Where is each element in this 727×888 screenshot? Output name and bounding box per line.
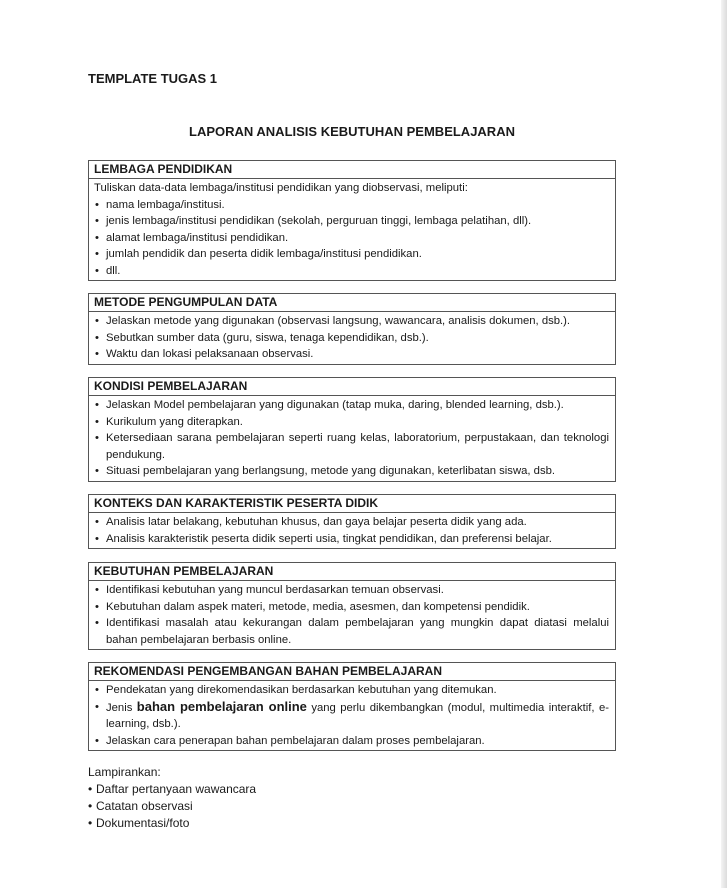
list-item: • Pendekatan yang direkomendasikan berdasarkan kebutuhan yang ditemukan. [94, 682, 609, 699]
list-item: • Identifikasi masalah atau kekurangan dalam pembelajaran yang mungkin dapat diatasi melalui bahan pembelajaran berbasis online. [94, 615, 609, 648]
list-item: • Jelaskan metode yang digunakan (observasi langsung, wawancara, analisis dokumen, dsb.). [94, 313, 609, 330]
emphasis-text: bahan pembelajaran online [136, 698, 307, 714]
section-body [89, 513, 615, 548]
bullet-list [94, 197, 609, 280]
section-body [89, 179, 615, 280]
list-item: • Situasi pembelajaran yang berlangsung, metode yang digunakan, keterlibatan siswa, dsb. [94, 463, 609, 480]
section-title: KONDISI PEMBELAJARAN [89, 378, 615, 396]
section-title: LEMBAGA PENDIDIKAN [89, 161, 615, 179]
list-item: • Identifikasi kebutuhan yang muncul berdasarkan temuan observasi. [94, 582, 609, 599]
list-item: • Jelaskan Model pembelajaran yang digunakan (tatap muka, daring, blended learning, dsb.). [94, 397, 609, 414]
list-item: • Catatan observasi [88, 798, 256, 815]
document-title: TEMPLATE TUGAS 1 [88, 71, 218, 86]
list-item: • Analisis latar belakang, kebutuhan khusus, dan gaya belajar peserta didik yang ada. [94, 514, 609, 531]
section-intro: Tuliskan data-data lembaga/institusi pendidikan yang diobservasi, meliputi: [94, 182, 468, 194]
list-item-text: yang perlu dikembangkan (modul, multimedia interaktif, e-learning, dsb.). [106, 701, 609, 730]
list-item: • Dokumentasi/foto [88, 815, 256, 832]
section-title: METODE PENGUMPULAN DATA [89, 294, 615, 312]
list-item: • Analisis karakteristik peserta didik seperti usia, tingkat pendidikan, dan preferensi belajar. [94, 531, 609, 548]
section-body [89, 312, 615, 364]
list-item: • Ketersediaan sarana pembelajaran seperti ruang kelas, laboratorium, perpustakaan, dan teknologi pendukung. [94, 430, 609, 463]
report-title: LAPORAN ANALISIS KEBUTUHAN PEMBELAJARAN [189, 124, 515, 139]
list-item [94, 699, 609, 733]
section-title: KEBUTUHAN PEMBELAJARAN [89, 563, 615, 581]
list-item-text: Jenis [106, 701, 133, 714]
section-body [89, 396, 615, 481]
section-title: REKOMENDASI PENGEMBANGAN BAHAN PEMBELAJARAN [89, 663, 615, 681]
bullet-list [94, 514, 609, 547]
section-title: KONTEKS DAN KARAKTERISTIK PESERTA DIDIK [89, 495, 615, 513]
list-item: • nama lembaga/institusi. [94, 197, 609, 214]
section-kondisi-pembelajaran [88, 377, 616, 482]
bullet-list [94, 582, 609, 648]
list-item: • Kebutuhan dalam aspek materi, metode, media, asesmen, dan kompetensi pendidik. [94, 599, 609, 616]
attachments-list [88, 781, 256, 832]
list-item: • Sebutkan sumber data (guru, siswa, tenaga kependidikan, dsb.). [94, 330, 609, 347]
section-body [89, 581, 615, 649]
bullet-list [94, 397, 609, 480]
page-edge-shadow [721, 0, 727, 888]
section-metode-pengumpulan-data [88, 293, 616, 365]
bullet-list [94, 682, 609, 749]
section-rekomendasi-pengembangan [88, 662, 616, 751]
section-kebutuhan-pembelajaran [88, 562, 616, 650]
attachments-title: Lampirankan: [88, 765, 161, 779]
section-body [89, 681, 615, 750]
list-item: • Waktu dan lokasi pelaksanaan observasi. [94, 346, 609, 363]
list-item: • jenis lembaga/institusi pendidikan (sekolah, perguruan tinggi, lembaga pelatihan, dll). [94, 213, 609, 230]
list-item: • alamat lembaga/institusi pendidikan. [94, 230, 609, 247]
list-item: • jumlah pendidik dan peserta didik lembaga/institusi pendidikan. [94, 246, 609, 263]
list-item: • Jelaskan cara penerapan bahan pembelajaran dalam proses pembelajaran. [94, 733, 609, 750]
attachments [88, 764, 256, 832]
bullet-list [94, 313, 609, 363]
list-item: • dll. [94, 263, 609, 280]
section-lembaga-pendidikan [88, 160, 616, 281]
list-item: • Daftar pertanyaan wawancara [88, 781, 256, 798]
list-item: • Kurikulum yang diterapkan. [94, 414, 609, 431]
section-konteks-karakteristik-peserta-didik [88, 494, 616, 549]
